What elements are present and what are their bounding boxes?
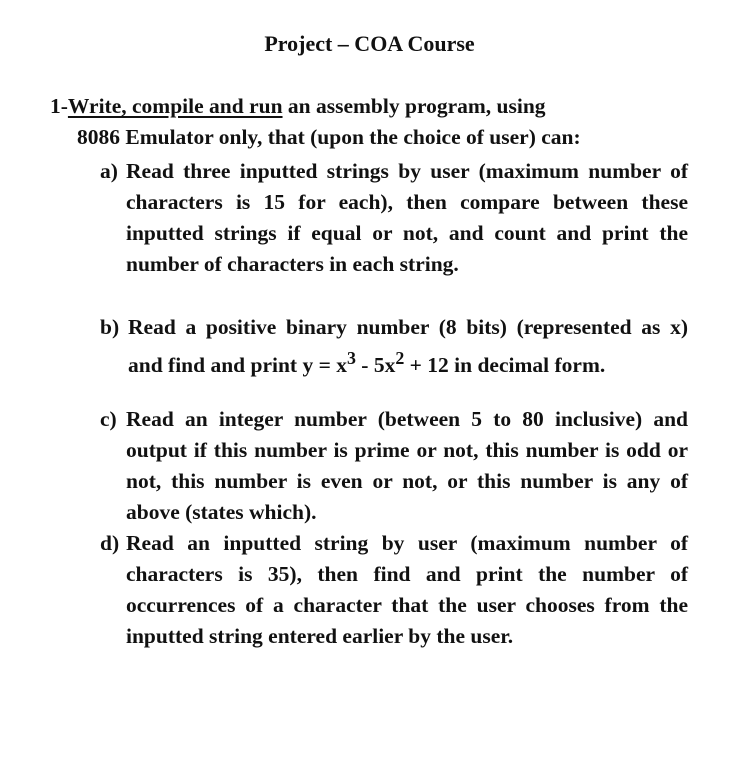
- question-line-2: 8086 Emulator only, that (upon the choice of user) can:: [77, 125, 581, 149]
- item-text-prefix: Read a positive binary number (8 bits) (represented as x) and find and print y = x: [128, 315, 688, 378]
- item-text: Read an inputted string by user (maximum number of characters is 35), then find and print the number of occurrences of a character that the user chooses from the inputted string entered earlier by the user.: [126, 531, 688, 648]
- page-title: Project – COA Course: [264, 31, 475, 56]
- question-text-line1: an assembly program, using: [282, 94, 546, 118]
- item-text-suffix: + 12 in decimal form.: [404, 353, 606, 378]
- item-letter: d): [100, 531, 120, 555]
- superscript-2: 2: [395, 348, 405, 368]
- item-letter: b): [100, 315, 120, 339]
- item-text-mid: - 5x: [355, 353, 396, 378]
- item-text: Read an integer number (between 5 to 80 inclusive) and output if this number is prime or not, this number is odd or not, this number is even or not, or this number is any of above (states which).: [126, 407, 688, 524]
- item-letter: a): [100, 159, 118, 183]
- item-letter: c): [100, 407, 117, 431]
- item-text: [128, 312, 688, 381]
- superscript-3: 3: [346, 348, 356, 368]
- question-line-1: [50, 92, 690, 120]
- question-underlined-text: Write, compile and run: [67, 94, 283, 118]
- item-text: Read three inputted strings by user (maximum number of characters is 15 for each), then compare between these inputted strings if equal or not, and count and print the number of characters in each string.: [126, 159, 688, 276]
- question-number: 1-: [50, 94, 68, 118]
